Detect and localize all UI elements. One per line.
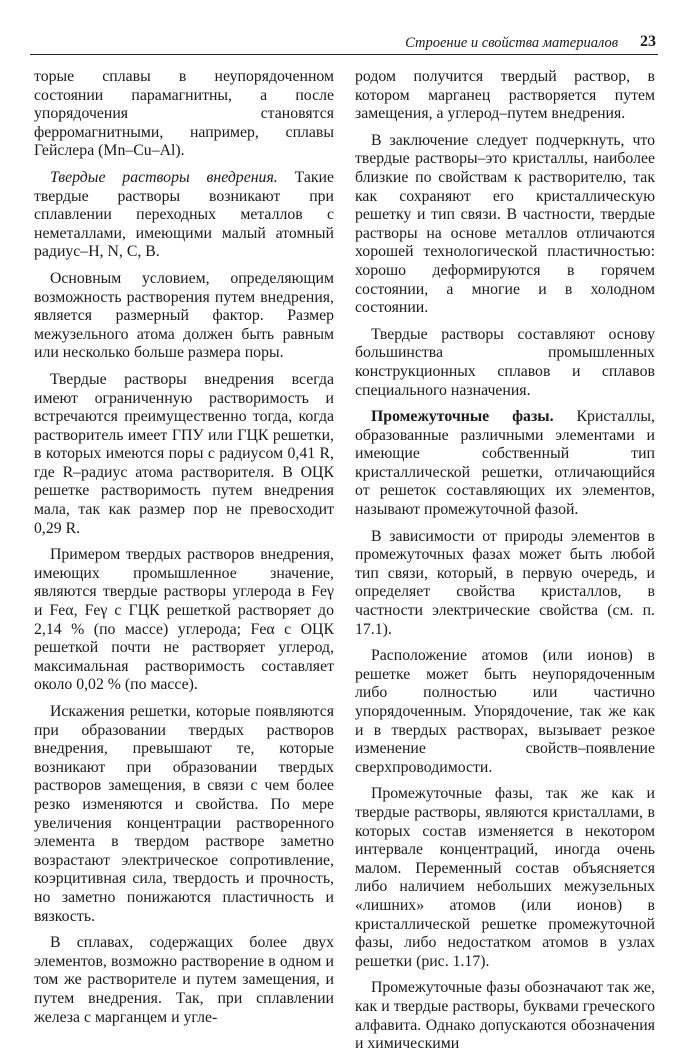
paragraph-text: Такие твердые растворы возникают при сплавлении переходных металлов с неметаллами, имеющими малый атомный радиус–H, N, C, B. <box>34 168 334 261</box>
paragraph: родом получится твердый раствор, в котором марганец растворяется путем замещения, а углерод–путем внедрения. <box>355 68 655 123</box>
paragraph: В зависимости от природы элементов в промежуточных фазах может быть любой тип связи, который, в первую очередь, и определяет свойства кристаллов, в частности электрические свойства (см. п. 17.1). <box>355 527 655 638</box>
paragraph-intermediate-phases <box>355 408 655 520</box>
left-column <box>34 68 334 1035</box>
paragraph: Основным условием, определяющим возможность растворения путем внедрения, является размерный фактор. Размер межузельного атома должен быть равным или несколько больше размера поры. <box>34 269 334 362</box>
paragraph: Расположение атомов (или ионов) в решетке может быть неупорядоченным либо полностью или частично упорядоченным. Упорядочение, так же как и в твердых растворах, вызывает резкое изменение свойств–появление сверхпроводимости. <box>355 647 655 776</box>
running-title: Строение и свойства материалов <box>405 35 618 51</box>
page-number: 23 <box>640 33 656 50</box>
page-header <box>30 30 658 55</box>
paragraph-text: Кристаллы, образованные различными элементами и имеющие собственный тип кристаллической решетки, отличающийся от решеток составляющих их элементов, называют промежуточной фазой. <box>355 408 655 519</box>
paragraph: В сплавах, содержащих более двух элементов, возможно растворение в одном и том же растворителе и путем замещения, и путем внедрения. Так, при сплавлении железа с марганцем и угле- <box>34 934 334 1026</box>
paragraph: В заключение следует подчеркнуть, что твердые растворы–это кристаллы, наиболее близкие по свойствам к растворителю, так как сохраняют его кристаллическую решетку и тип связи. В частности, твердые растворы на основе металлов отличаются хорошей технологической пластичностью: хорошо деформируются в горячем состоянии, а многие и в холодном состоянии. <box>355 131 655 317</box>
paragraph: Промежуточные фазы обозначают так же, как и твердые растворы, буквами греческого алфавита. Однако допускаются обозначения и химическими <box>355 979 655 1053</box>
paragraph: Твердые растворы составляют основу большинства промышленных конструкционных сплавов и сплавов специального назначения. <box>355 325 655 399</box>
section-term: Твердые растворы внедрения. <box>50 168 278 186</box>
right-column <box>355 68 655 1062</box>
paragraph: торые сплавы в неупорядоченном состоянии парамагнитны, а после упорядочения становятся ферромагнитными, например, сплавы Гейслера (Mn–Cu–Al). <box>34 68 334 160</box>
paragraph: Промежуточные фазы, так же как и твердые растворы, являются кристаллами, в которых состав изменяется в некотором интервале концентраций, иногда очень малом. Переменный состав объясняется либо наличием небольших межузельных «лишних» атомов (или ионов) в кристаллической решетке промежуточной фазы, либо недостатком атомов в узлах решетки (рис. 1.17). <box>355 785 655 970</box>
paragraph-interstitial-solutions <box>34 169 334 262</box>
section-term: Промежуточные фазы. <box>371 408 554 426</box>
paragraph: Твердые растворы внедрения всегда имеют ограниченную растворимость и встречаются преимущественно тогда, когда растворитель имеет ГПУ или ГЦК решетки, в которых имеются поры с радиусом 0,41 R, где R–радиус атома растворителя. В ОЦК решетке растворимость путем внедрения мала, так как размер пор не превосходит 0,29 R. <box>34 370 334 537</box>
paragraph: Примером твердых растворов внедрения, имеющих промышленное значение, являются твердые растворы углерода в Feγ и Feα, Feγ с ГЦК решеткой растворяет до 2,14 % (по массе) углерода; Feα с ОЦК решеткой почти не растворяет углерод, максимальная растворимость составляет около 0,02 % (по массе). <box>34 546 334 694</box>
paragraph: Искажения решетки, которые появляются при образовании твердых растворов внедрения, превышают те, которые возникают при образовании твердых растворов замещения, в связи с чем более резко изменяются и свойства. По мере увеличения концентрации растворенного элемента в твердом растворе заметно возрастают электрическое сопротивление, коэрцитивная сила, твердость и прочность, но заметно понижаются пластичность и вязкость. <box>34 703 334 925</box>
